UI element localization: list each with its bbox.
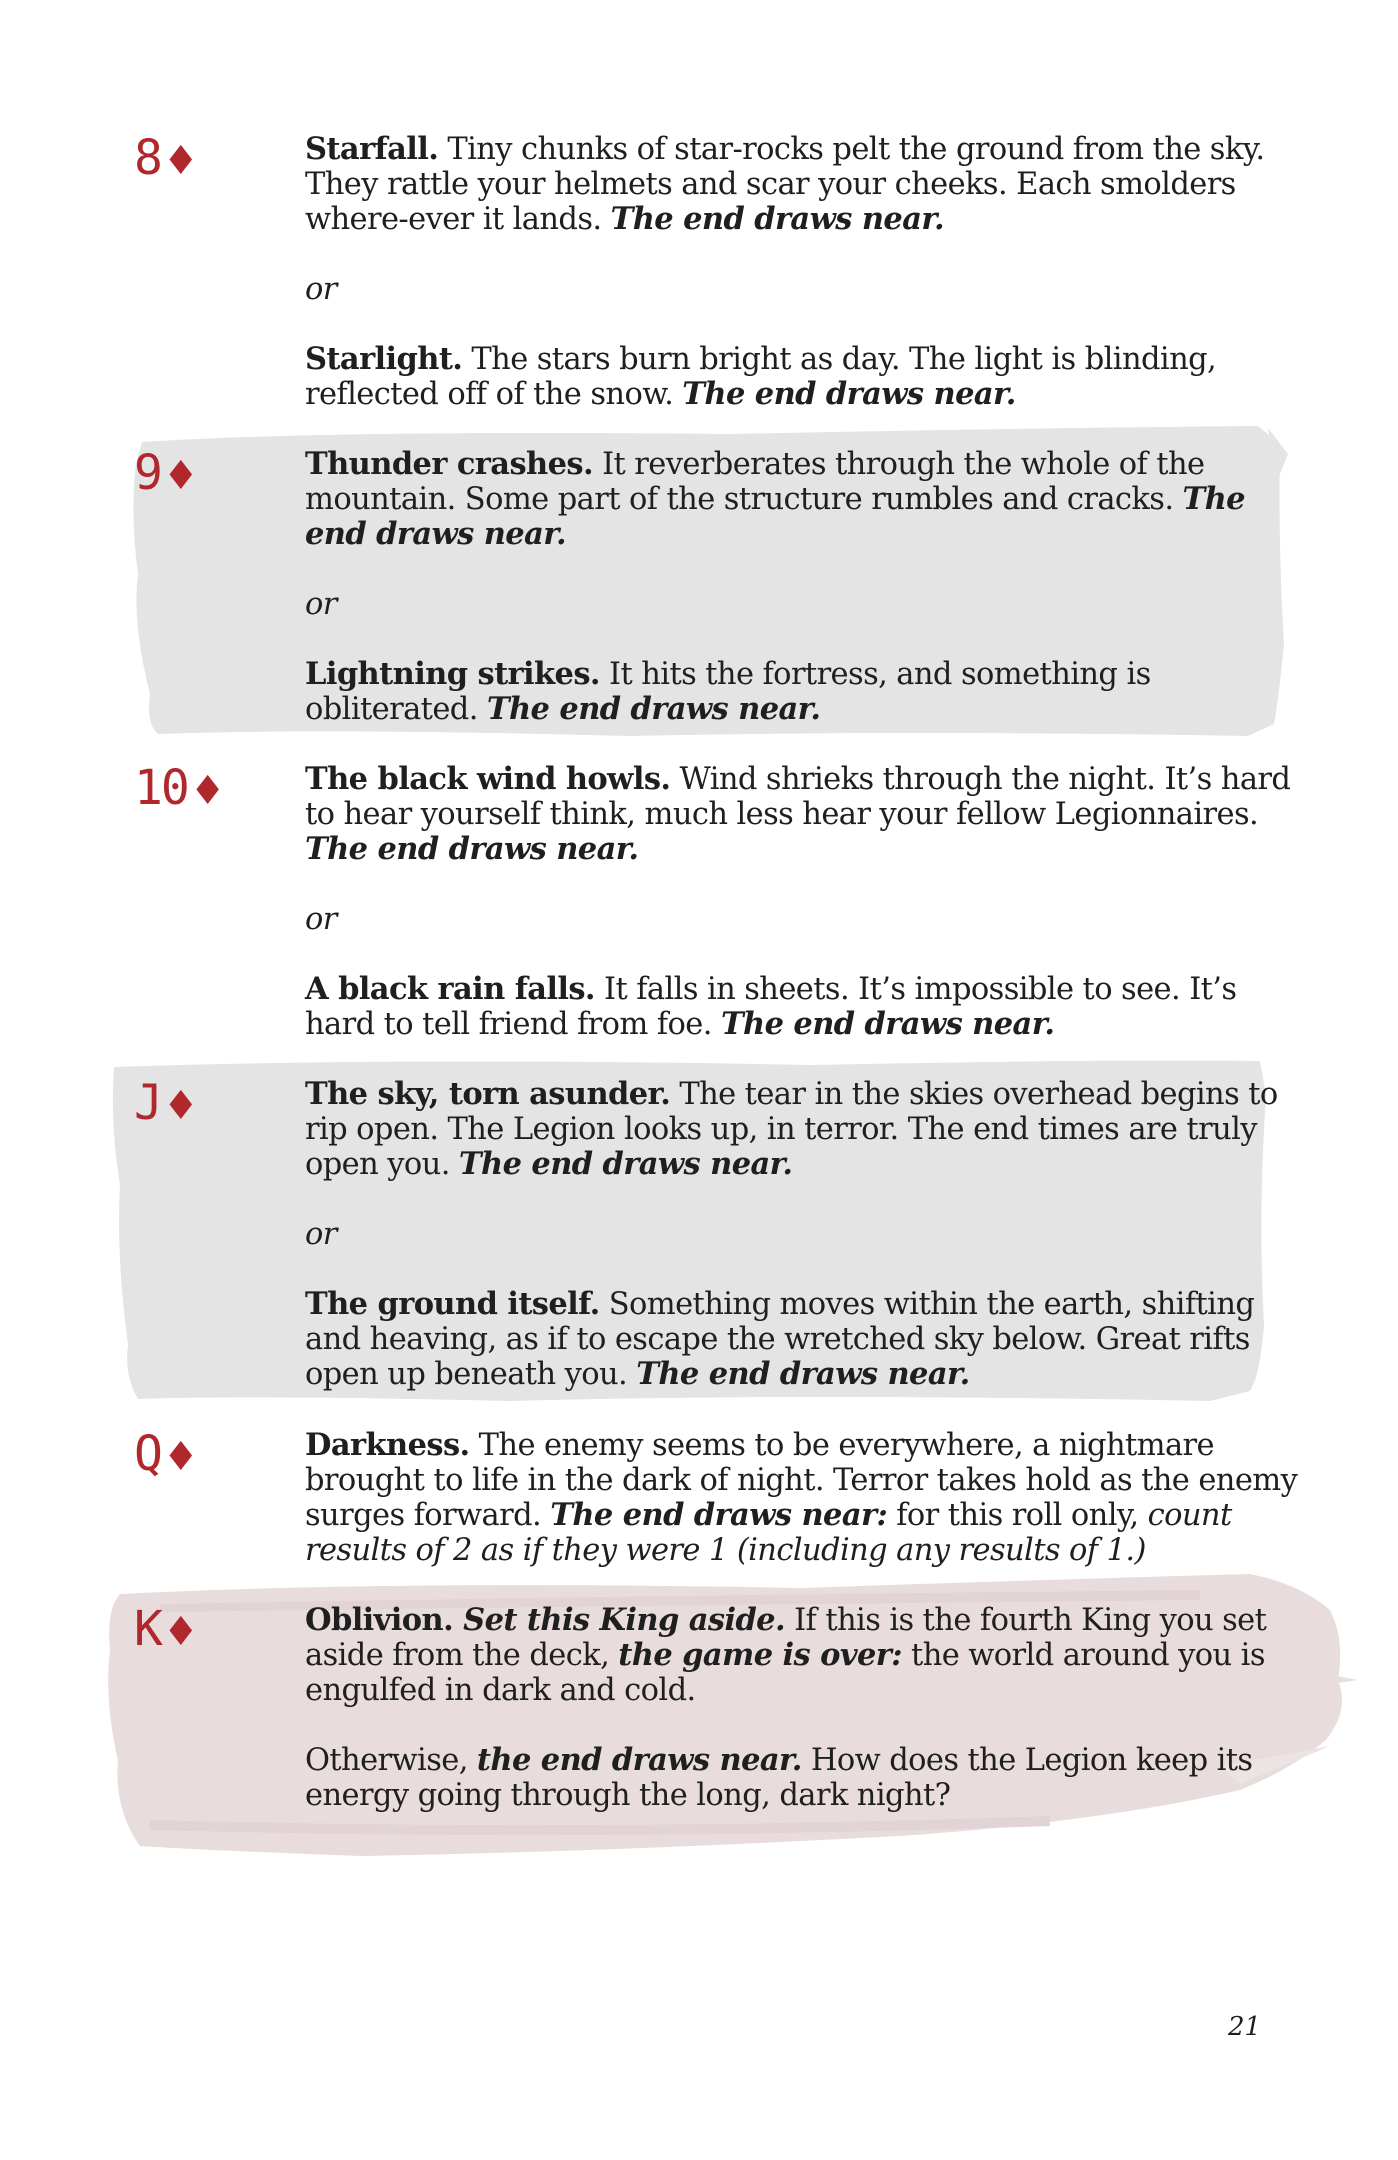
option-title: Lightning strikes. bbox=[305, 656, 600, 692]
diamond-icon: ♦ bbox=[162, 138, 199, 184]
option-title: The black wind howls. bbox=[305, 761, 671, 797]
option-title: Oblivion. bbox=[305, 1602, 454, 1638]
end-draws-near: The end draws near. bbox=[305, 831, 639, 867]
card-rank: K bbox=[134, 1601, 161, 1657]
or-separator: or bbox=[305, 902, 337, 937]
page-number: 21 bbox=[1228, 2012, 1262, 2042]
option-body: The enemy seems to be everywhere, a nightmare brought to life in the dark of night. Terror takes hold as the enemy surges forward. bbox=[305, 1428, 1298, 1533]
option-b bbox=[305, 657, 1305, 727]
card-label bbox=[134, 132, 199, 187]
card-rank: 10 bbox=[134, 760, 188, 816]
diamond-icon: ♦ bbox=[162, 1083, 199, 1129]
end-draws-near: the end draws near. bbox=[476, 1742, 802, 1778]
option-body: the world around you is engulfed in dark and cold. bbox=[305, 1638, 1265, 1708]
otherwise-text: Otherwise, bbox=[305, 1743, 477, 1778]
option-body: The tear in the skies overhead begins to rip open. The Legion looks up, in terror. The end times are truly open you. bbox=[305, 1077, 1278, 1182]
option-body: If this is the fourth King you set aside from the deck, bbox=[305, 1603, 1267, 1673]
option-title: Starfall. bbox=[305, 131, 439, 167]
card-label bbox=[134, 1077, 199, 1132]
option-body: The stars burn bright as day. The light is blinding, reflected off of the snow. bbox=[305, 342, 1217, 412]
option-body: Wind shrieks through the night. It’s hard to hear yourself think, much less hear your fellow Legionnaires. bbox=[305, 762, 1291, 832]
entry-text bbox=[305, 1428, 1305, 1568]
option-body: Something moves within the earth, shifting and heaving, as if to escape the wretched sky below. Great rifts open up beneath you. bbox=[305, 1287, 1255, 1392]
option-title: The ground itself. bbox=[305, 1286, 600, 1322]
card-label bbox=[134, 1603, 199, 1658]
end-draws-near: The end draws near. bbox=[486, 691, 821, 727]
or-separator: or bbox=[305, 587, 337, 622]
king-paragraph-2 bbox=[305, 1743, 1305, 1813]
rule-plain: for this roll only, bbox=[887, 1498, 1148, 1533]
card-rank: 8 bbox=[134, 130, 161, 186]
end-draws-near: The end draws near. bbox=[610, 201, 945, 237]
option-title: Starlight. bbox=[305, 341, 463, 377]
card-rank: Q bbox=[134, 1426, 161, 1482]
option-title: The sky, torn asunder. bbox=[305, 1076, 671, 1112]
card-label bbox=[134, 762, 226, 817]
diamond-icon: ♦ bbox=[189, 768, 226, 814]
rule-italic: count results of 2 as if they were 1 (including any results of 1.) bbox=[305, 1498, 1232, 1568]
option-a bbox=[305, 447, 1305, 552]
entry-text bbox=[305, 1077, 1305, 1392]
diamond-icon: ♦ bbox=[162, 1434, 199, 1480]
card-rank: J bbox=[134, 1075, 161, 1131]
option-body: It reverberates through the whole of the mountain. Some part of the structure rumbles and cracks. bbox=[305, 447, 1205, 517]
entry-text bbox=[305, 762, 1305, 1042]
end-draws-near: The end draws near. bbox=[682, 376, 1016, 412]
option-body: It falls in sheets. It’s impossible to see. It’s hard to tell friend from foe. bbox=[305, 972, 1237, 1042]
end-draws-near: The end draws near: bbox=[550, 1497, 888, 1533]
option-title: Thunder crashes. bbox=[305, 446, 593, 482]
set-aside-instruction: Set this King aside. bbox=[453, 1602, 786, 1638]
option-title: Darkness. bbox=[305, 1427, 470, 1463]
queen-rule bbox=[305, 1428, 1305, 1568]
card-label bbox=[134, 447, 199, 502]
option-b bbox=[305, 1287, 1305, 1392]
option-body: It hits the fortress, and something is obliterated. bbox=[305, 657, 1151, 727]
entry-text bbox=[305, 1603, 1305, 1813]
card-rank: 9 bbox=[134, 445, 161, 501]
or-separator: or bbox=[305, 272, 337, 307]
or-separator: or bbox=[305, 1217, 337, 1252]
diamond-icon: ♦ bbox=[162, 453, 199, 499]
card-label bbox=[134, 1428, 199, 1483]
end-draws-near: The end draws near. bbox=[458, 1146, 793, 1182]
option-body: Tiny chunks of star-rocks pelt the ground from the sky. They rattle your helmets and scar your cheeks. Each smolders where-ever it lands. bbox=[305, 132, 1265, 237]
entry-text bbox=[305, 447, 1305, 727]
diamond-icon: ♦ bbox=[162, 1609, 199, 1655]
option-title: A black rain falls. bbox=[305, 971, 595, 1007]
option-b bbox=[305, 972, 1305, 1042]
end-draws-near: The end draws near. bbox=[636, 1356, 970, 1392]
game-over-label: the game is over: bbox=[618, 1637, 902, 1673]
option-body: How does the Legion keep its energy going through the long, dark night? bbox=[305, 1743, 1253, 1813]
king-paragraph-1 bbox=[305, 1603, 1305, 1708]
option-a bbox=[305, 1077, 1305, 1182]
entry-text bbox=[305, 132, 1305, 412]
end-draws-near: The end draws near. bbox=[305, 481, 1245, 552]
option-a bbox=[305, 762, 1305, 867]
end-draws-near: The end draws near. bbox=[720, 1006, 1055, 1042]
option-b bbox=[305, 342, 1305, 412]
option-a bbox=[305, 132, 1305, 237]
